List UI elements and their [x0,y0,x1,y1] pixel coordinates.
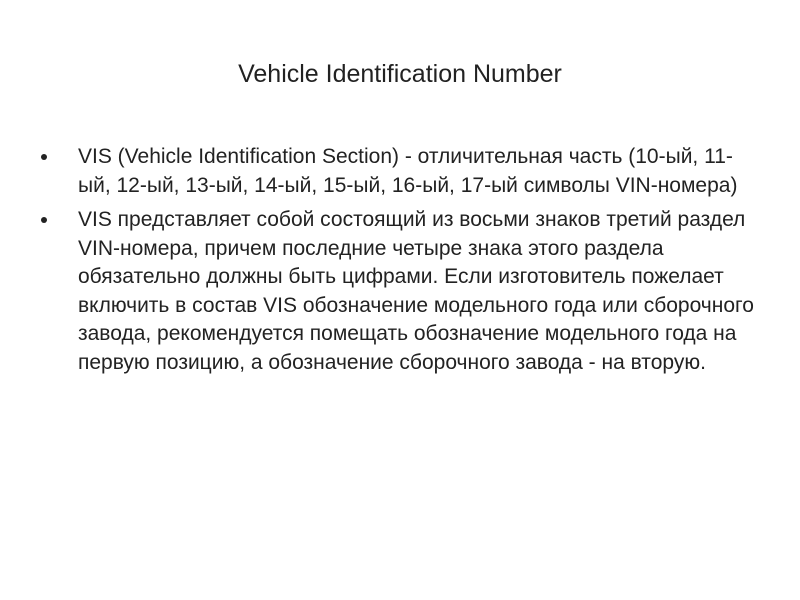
bullet-item-vis-description [38,206,758,377]
bullet-dot-icon [41,217,47,223]
bullet-dot-icon [41,154,47,160]
bullet-item-vis-definition [38,143,758,200]
slide-title: Vehicle Identification Number [238,60,562,88]
bullet-text: VIS (Vehicle Identification Section) - отличительная часть (10-ый, 11-ый, 12-ый, 13-ый, 14-ый, 15-ый, 16-ый, 17-ый символы VIN-номера) [78,145,738,197]
bullet-list [38,143,758,383]
bullet-text: VIS представляет собой состоящий из восьми знаков третий раздел VIN-номера, причем последние четыре знака этого раздела обязательно должны быть цифрами. Если изготовитель пожелает включить в состав VIS обозначение модельного года или сборочного завода, рекомендуется помещать обозначение модельного года на первую позицию, а обозначение сборочного завода - на вторую. [78,208,754,374]
